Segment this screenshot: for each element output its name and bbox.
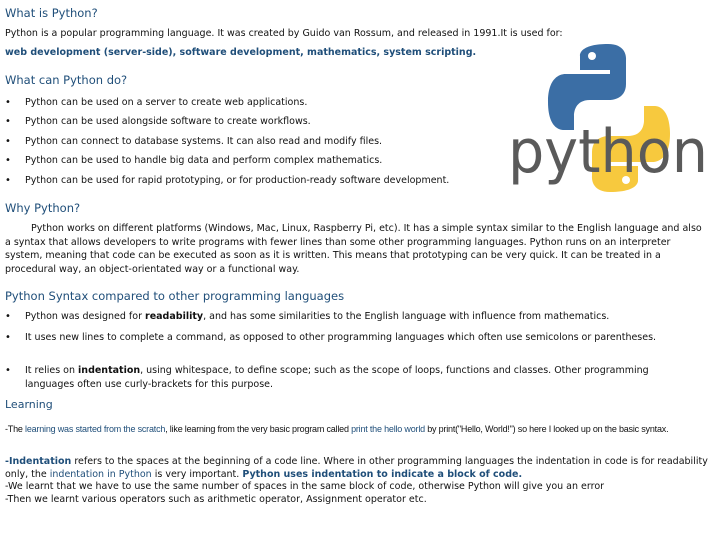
svg-text:python: python (508, 117, 708, 187)
learning-paragraph: -The learning was started from the scratch, like learning from the very basic program called print the hello world by print("Hello, World!") so here I looked up on the basic syntax. (5, 424, 669, 434)
python-logo-icon (508, 40, 713, 200)
intro-text: Python is a popular programming language. It was created by Guido van Rossum, and released in 1991.It is used for: (5, 28, 563, 39)
list-item: • Python can be used to handle big data and perform complex mathematics. (5, 154, 695, 168)
heading-what-is-python: What is Python? (5, 6, 98, 20)
heading-why-python: Why Python? (5, 201, 81, 215)
list-item: • Python can be used on a server to create web applications. (5, 96, 695, 110)
indentation-paragraph: -Indentation refers to the spaces at the beginning of a code line. Where in other programming languages the indentation in code is for readability only, the indentation in Python is very important. Python uses indentation to indicate a block of code. (5, 456, 708, 480)
list-item: • Python can connect to database systems. It can also read and modify files. (5, 135, 695, 149)
list-item: • It relies on indentation, using whitespace, to define scope; such as the scope of loops, functions and classes. Other programming languages often use curly-brackets for this purpose. (5, 364, 665, 391)
list-item: • Python was designed for readability, and has some similarities to the English language with influence from mathematics. (5, 310, 695, 324)
heading-python-syntax: Python Syntax compared to other programming languages (5, 289, 345, 303)
heading-what-can-python-do: What can Python do? (5, 73, 128, 87)
learning-line-operators: -Then we learnt various operators such as arithmetic operator, Assignment operator etc. (5, 494, 427, 505)
list-item: • It uses new lines to complete a command, as opposed to other programming languages which often use semicolons or parentheses. (5, 331, 665, 345)
list-item: • Python can be used alongside software to create workflows. (5, 115, 695, 129)
learning-line-same-spaces: -We learnt that we have to use the same number of spaces in the same block of code, otherwise Python will give you an error (5, 481, 605, 492)
list-item: • Python can be used for rapid prototyping, or for production-ready software development. (5, 174, 695, 188)
heading-learning: Learning (5, 398, 53, 411)
uses-text: web development (server-side), software development, mathematics, system scripting. (5, 47, 477, 58)
why-paragraph: Python works on different platforms (Windows, Mac, Linux, Raspberry Pi, etc). It has a simple syntax similar to the English language and also a syntax that allows developers to write programs with fewer lines than some other programming languages. Python runs on an interpreter system, meaning that code can be executed as soon as it is written. This means that prototyping can be very quick. It can be treated in a procedural way, an object-orientated way or a functional way. (5, 223, 702, 275)
